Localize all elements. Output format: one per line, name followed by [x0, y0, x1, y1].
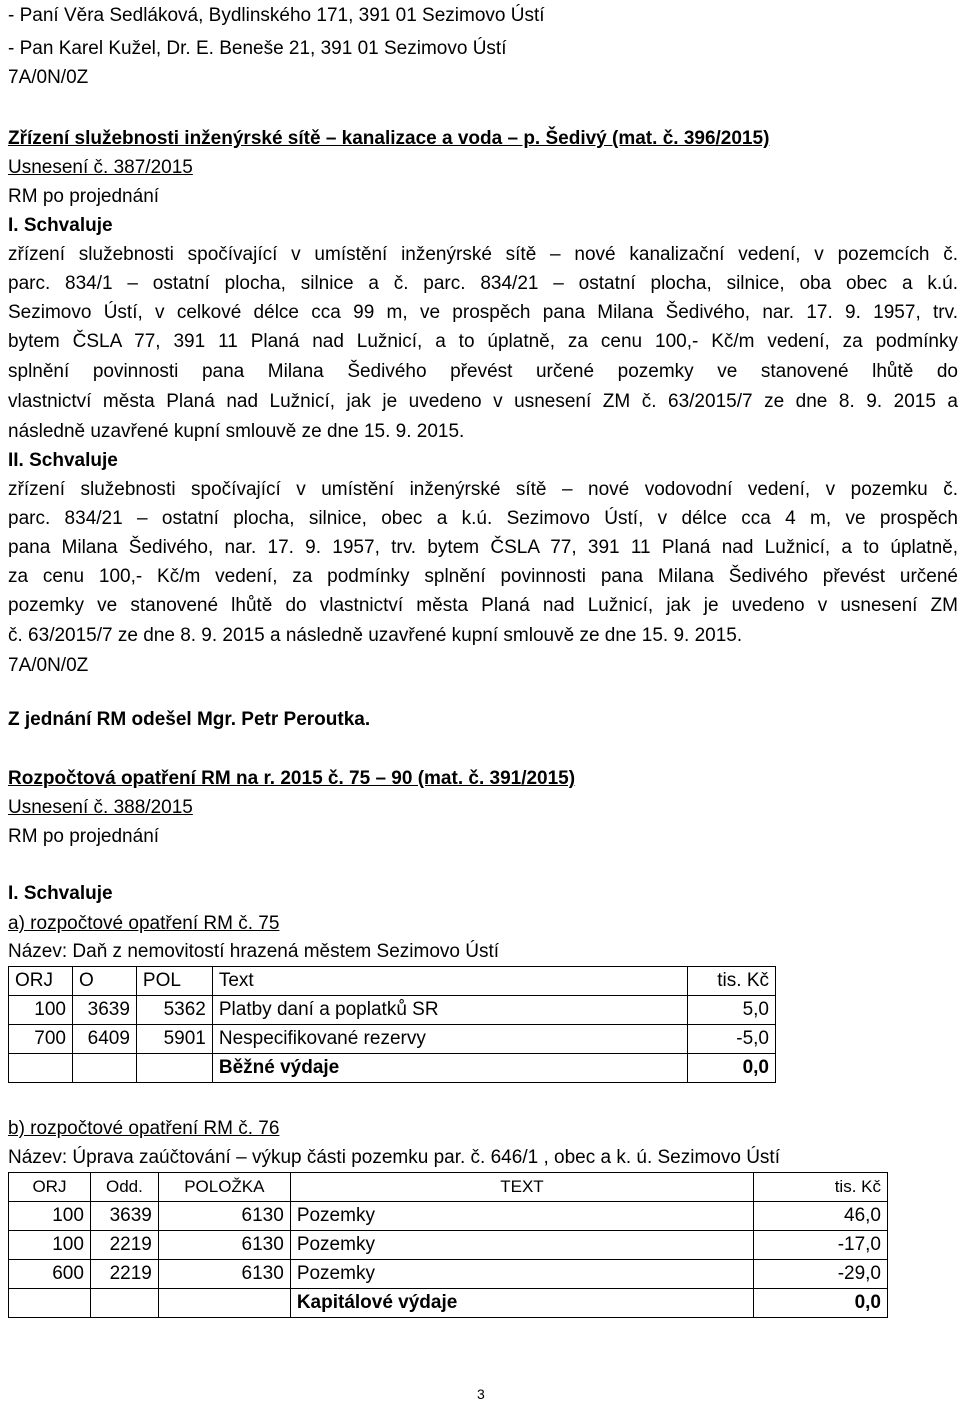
body-line: parc. 834/21 – ostatní plocha, silnice, obec a k.ú. Sezimovo Ústí, v délce cca 4 m, ve prospěch — [8, 508, 958, 529]
body-line: za cenu 100,- Kč/m vedení, za podmínky splnění povinnosti pana Milana Šedivého převést určené — [8, 566, 958, 587]
col-header-pol: POL — [136, 967, 212, 996]
body-line: bytem ČSLA 77, 391 11 Planá nad Lužnicí, a to úplatně, za cenu 100,- Kč/m vedení, za podmínky — [8, 331, 958, 352]
cell — [136, 1054, 212, 1083]
cell: Pozemky — [290, 1231, 753, 1260]
body-line: pozemky ve stanovené lhůtě do vlastnictví města Planá nad Lužnicí, jak je uvedeno v usnesení ZM — [8, 595, 958, 616]
approve-heading-2: II. Schvaluje — [8, 450, 118, 471]
col-header-orj: ORJ — [9, 967, 73, 996]
departure-note: Z jednání RM odešel Mgr. Petr Peroutka. — [8, 709, 371, 730]
cell: Platby daní a poplatků SR — [212, 996, 687, 1025]
resolution-number: Usnesení č. 387/2015 — [8, 157, 193, 178]
table-total-row — [9, 1054, 776, 1083]
rm-after-discussion: RM po projednání — [8, 186, 160, 207]
cell — [9, 1289, 91, 1318]
approve-heading-3: I. Schvaluje — [8, 883, 113, 904]
body-line: následně uzavřené kupní smlouvě ze dne 15. 9. 2015. — [8, 421, 465, 442]
recipient-line-1: - Paní Věra Sedláková, Bydlinského 171, 391 01 Sezimovo Ústí — [8, 5, 545, 26]
section-heading-easement: Zřízení služebnosti inženýrské sítě – kanalizace a voda – p. Šedivý (mat. č. 396/2015) — [8, 128, 770, 149]
rm-after-discussion: RM po projednání — [8, 826, 160, 847]
table-row — [9, 1260, 888, 1289]
cell — [90, 1289, 158, 1318]
col-header-odd: Odd. — [90, 1173, 158, 1202]
cell: 600 — [9, 1260, 91, 1289]
body-line: splnění povinnosti pana Milana Šedivého převést určené pozemky ve stanovené lhůtě do — [8, 361, 958, 382]
vote-result: 7A/0N/0Z — [8, 655, 89, 676]
cell: 100 — [9, 996, 73, 1025]
cell: 2219 — [90, 1260, 158, 1289]
table-header-row — [9, 1173, 888, 1202]
cell — [158, 1289, 290, 1318]
cell: 100 — [9, 1231, 91, 1260]
cell: 700 — [9, 1025, 73, 1054]
cell: 6130 — [158, 1202, 290, 1231]
budget-table-75 — [8, 966, 776, 1083]
body-line: parc. 834/1 – ostatní plocha, silnice a č. parc. 834/21 – ostatní plocha, silnice, oba obec a k.ú. — [8, 273, 958, 294]
cell: 6130 — [158, 1260, 290, 1289]
body-line: č. 63/2015/7 ze dne 8. 9. 2015 a následně uzavřené kupní smlouvě ze dne 15. 9. 2015. — [8, 625, 743, 646]
col-header-amount: tis. Kč — [754, 1173, 888, 1202]
total-label: Běžné výdaje — [212, 1054, 687, 1083]
cell: 5901 — [136, 1025, 212, 1054]
cell: -17,0 — [754, 1231, 888, 1260]
section-heading-budget: Rozpočtová opatření RM na r. 2015 č. 75 – 90 (mat. č. 391/2015) — [8, 768, 576, 789]
table-row — [9, 1231, 888, 1260]
col-header-text: Text — [212, 967, 687, 996]
total-value: 0,0 — [754, 1289, 888, 1318]
cell: -5,0 — [688, 1025, 776, 1054]
cell: Pozemky — [290, 1260, 753, 1289]
budget-measure-75-title: a) rozpočtové opatření RM č. 75 — [8, 913, 280, 934]
cell: 5,0 — [688, 996, 776, 1025]
budget-measure-75-name: Název: Daň z nemovitostí hrazená městem Sezimovo Ústí — [8, 941, 500, 962]
body-line: vlastnictví města Planá nad Lužnicí, jak je uvedeno v usnesení ZM č. 63/2015/7 ze dne 8. 9. 2015 a — [8, 391, 958, 412]
page-number: 3 — [477, 1386, 485, 1402]
table-header-row — [9, 967, 776, 996]
col-header-o: O — [72, 967, 136, 996]
cell: Nespecifikované rezervy — [212, 1025, 687, 1054]
cell: 46,0 — [754, 1202, 888, 1231]
body-line: Sezimovo Ústí, v celkové délce cca 99 m, ve prospěch pana Milana Šedivého, nar. 17. 9. 1957, trv. — [8, 302, 958, 323]
budget-table-76 — [8, 1172, 888, 1318]
approve-heading-1: I. Schvaluje — [8, 215, 113, 236]
table-row — [9, 1202, 888, 1231]
cell: 6130 — [158, 1231, 290, 1260]
col-header-amount: tis. Kč — [688, 967, 776, 996]
col-header-orj: ORJ — [9, 1173, 91, 1202]
resolution-number: Usnesení č. 388/2015 — [8, 797, 193, 818]
col-header-polozka: POLOŽKA — [158, 1173, 290, 1202]
cell: 3639 — [72, 996, 136, 1025]
cell: -29,0 — [754, 1260, 888, 1289]
col-header-text: TEXT — [290, 1173, 753, 1202]
budget-measure-76-name: Název: Úprava zaúčtování – výkup části pozemku par. č. 646/1 , obec a k. ú. Sezimovo Ústí — [8, 1147, 780, 1168]
body-line: zřízení služebnosti spočívající v umístění inženýrské sítě – nové vodovodní vedení, v pozemku č. — [8, 479, 958, 500]
body-line: pana Milana Šedivého, nar. 17. 9. 1957, trv. bytem ČSLA 77, 391 11 Planá nad Lužnicí, a to úplatně, — [8, 537, 958, 558]
cell: 6409 — [72, 1025, 136, 1054]
budget-measure-76-title: b) rozpočtové opatření RM č. 76 — [8, 1118, 280, 1139]
cell: 3639 — [90, 1202, 158, 1231]
cell: 5362 — [136, 996, 212, 1025]
table-total-row — [9, 1289, 888, 1318]
cell: 100 — [9, 1202, 91, 1231]
body-line: zřízení služebnosti spočívající v umístění inženýrské sítě – nové kanalizační vedení, v pozemcích č. — [8, 244, 958, 265]
cell — [9, 1054, 73, 1083]
table-row — [9, 1025, 776, 1054]
cell: Pozemky — [290, 1202, 753, 1231]
total-label: Kapitálové výdaje — [290, 1289, 753, 1318]
total-value: 0,0 — [688, 1054, 776, 1083]
table-row — [9, 996, 776, 1025]
cell — [72, 1054, 136, 1083]
vote-result: 7A/0N/0Z — [8, 67, 89, 88]
recipient-line-2: - Pan Karel Kužel, Dr. E. Beneše 21, 391 01 Sezimovo Ústí — [8, 38, 507, 59]
cell: 2219 — [90, 1231, 158, 1260]
